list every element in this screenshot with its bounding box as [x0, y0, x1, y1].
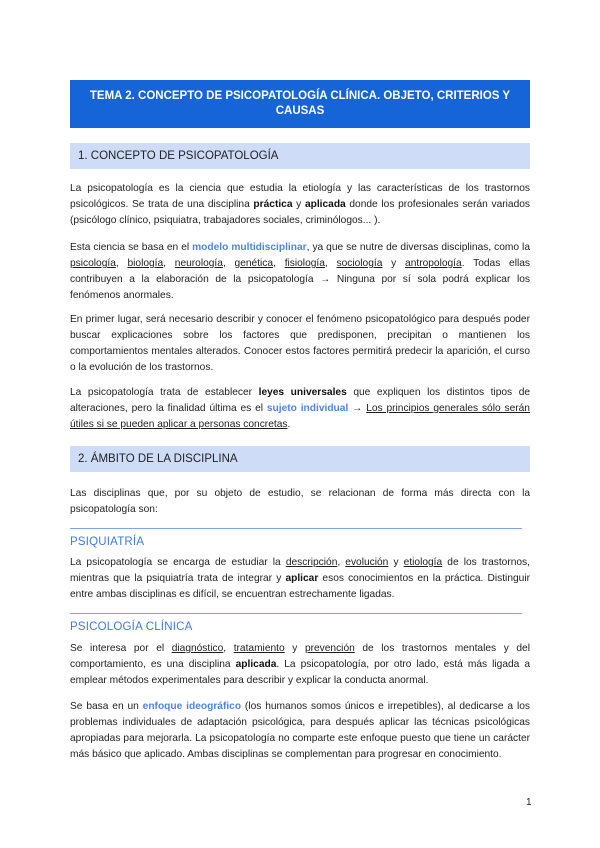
psicologia-clinica-paragraph-1: Se interesa por el diagnóstico, tratamiento y prevención de los trastornos mentales y del comportamiento, es una disciplina aplicada. La psicopatología, por otro lado, está más ligada a emplear métodos experimentales para describir y explicar la conducta anormal. [70, 643, 530, 686]
document-title [70, 80, 530, 128]
page-number: 1 [526, 797, 532, 808]
section-1-paragraph-4: La psicopatología trata de establecer leyes universales que expliquen los distintos tipos de alteraciones, pero la finalidad última es el sujeto individual → Los principios generales sólo serán útiles si se pueden aplicar a personas concretas. [70, 387, 531, 430]
divider [70, 528, 522, 529]
section-2-intro: Las disciplinas que, por su objeto de estudio, se relacionan de forma más directa con la psicopatología son: [70, 488, 530, 515]
section-1-heading: 1. CONCEPTO DE PSICOPATOLOGÍA [70, 143, 530, 169]
psicologia-clinica-heading: PSICOLOGÍA CLÍNICA [70, 621, 193, 633]
title-line-2: CAUSAS [275, 105, 325, 117]
title-line-1: TEMA 2. CONCEPTO DE PSICOPATOLOGÍA CLÍNICA. OBJETO, CRITERIOS Y [89, 90, 511, 102]
section-2-heading: 2. ÁMBITO DE LA DISCIPLINA [70, 446, 530, 472]
section-1-paragraph-1: La psicopatología es la ciencia que estudia la etiología y las características de los trastornos psicológicos. Se trata de una disciplina práctica y aplicada donde los profesionales serán variados (psicólogo clínico, psiquiatra, trabajadores sociales, criminólogos... ). [70, 183, 530, 226]
psicologia-clinica-paragraph-2: Se basa en un enfoque ideográfico (los humanos somos únicos e irrepetibles), al dedicarse a los problemas individuales de adaptación psicológica, para después aplicar las técnicas psicológicas apropiadas para mejorarla. La psicopatología no comparte este enfoque puesto que tiene un carácter más básico que aplicado. Ambas disciplinas se complementan para progresar en conocimiento. [70, 701, 530, 760]
psiquiatria-paragraph: La psicopatología se encarga de estudiar la descripción, evolución y etiología de los trastornos, mientras que la psiquiatría trata de integrar y aplicar esos conocimientos en la práctica. Distinguir entre ambas disciplinas es difícil, se encuentran estrechamente ligadas. [70, 557, 530, 600]
psiquiatria-heading: PSIQUIATRÍA [70, 536, 145, 548]
section-1-paragraph-3: En primer lugar, será necesario describir y conocer el fenómeno psicopatológico para después poder buscar explicaciones sobre los factores que predisponen, precipitan o mantienen los comportamientos mentales alterados. Conocer estos factores permitirá predecir la aparición, el curso o la evolución de los trastornos. [70, 314, 530, 373]
divider [70, 613, 522, 614]
section-1-paragraph-2: Esta ciencia se basa en el modelo multidisciplinar, ya que se nutre de diversas disciplinas, como la psicología, biología, neurología, genética, fisiología, sociología y antropología. Todas ellas contribuyen a la elaboración de la psicopatología → Ninguna por sí sola podrá explicar los fenómenos anormales. [70, 242, 531, 301]
